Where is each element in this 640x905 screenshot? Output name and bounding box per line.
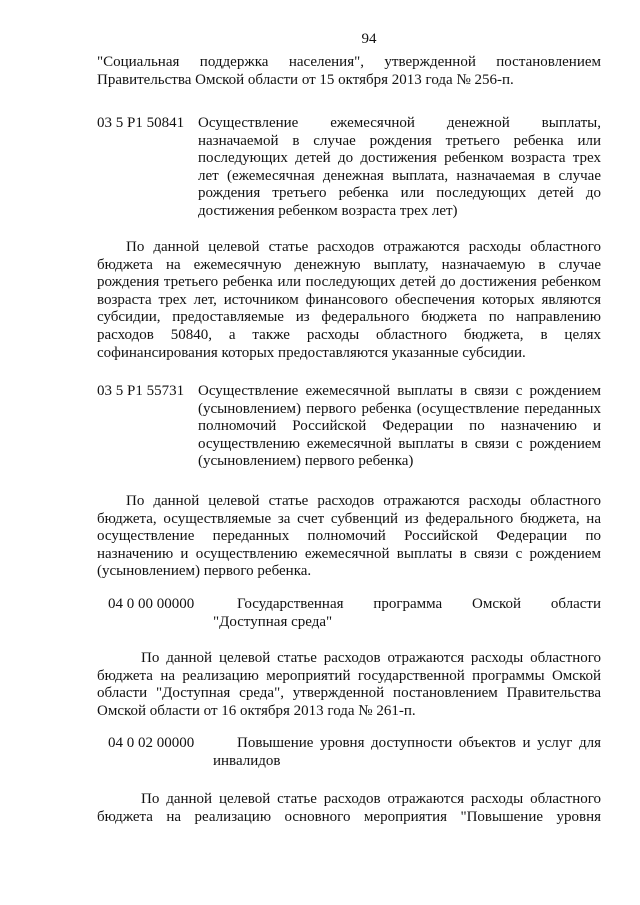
entry-description-line: Осуществление ежемесячной денежной выплаты, <box>198 115 601 131</box>
entry-description <box>198 383 601 471</box>
entry-description-line: последующих детей до достижения ребенком возраста трех <box>198 150 601 167</box>
entry-description-line: (усыновлением) первого ребенка) <box>198 453 414 470</box>
entry-description-line: Повышение уровня доступности объектов и услуг для <box>237 735 601 751</box>
body-paragraph <box>97 791 601 826</box>
entry-description-line: достижения ребенком возраста трех лет) <box>198 202 458 219</box>
page-number: 94 <box>361 31 377 47</box>
paragraph-line: субсидии, предоставляемые из федерального бюджета по направлению <box>97 309 601 326</box>
intro-paragraph <box>97 54 601 89</box>
entry-description-line: назначаемой в случае рождения третьего ребенка или <box>198 132 601 149</box>
paragraph-line: Омской области от 16 октября 2013 года № 261-п. <box>97 702 416 719</box>
entry-description <box>198 115 601 221</box>
paragraph-line: Правительства Омской области от 15 октября 2013 года № 256-п. <box>97 71 514 88</box>
entry-description-line: (усыновлением) первого ребенка (осуществление переданных <box>198 400 601 417</box>
entry-code: 03 5 P1 55731 <box>97 383 185 399</box>
paragraph-line: осуществление переданных полномочий Российской Федерации по <box>97 528 601 545</box>
paragraph-line: По данной целевой статье расходов отражаются расходы областного <box>141 791 601 807</box>
entry-code: 04 0 00 00000 <box>108 596 195 612</box>
entry-description-line: Осуществление ежемесячной выплаты в связи с рождением <box>198 383 601 399</box>
paragraph-line: бюджета на ежемесячную денежную выплату, назначаемую в случае <box>97 256 601 273</box>
entry-description-line: полномочий Российской Федерации по назначению и <box>198 418 601 435</box>
entry-description <box>213 596 601 631</box>
paragraph-line: области "Доступная среда", утвержденной постановлением Правительства <box>97 685 601 702</box>
entry-code: 04 0 02 00000 <box>108 735 195 751</box>
entry-description-line: "Доступная среда" <box>213 613 333 630</box>
paragraph-line: рождения третьего ребенка или последующих детей до достижения ребенком <box>97 274 601 291</box>
paragraph-line: (усыновлением) первого ребенка. <box>97 563 312 580</box>
entry-code: 03 5 P1 50841 <box>97 115 185 131</box>
entry-description-line: лет (ежемесячная денежная выплата, назначаемая в случае <box>198 167 601 184</box>
paragraph-line: По данной целевой статье расходов отражаются расходы областного <box>126 493 601 509</box>
paragraph-line: возраста трех лет, источником финансового обеспечения которых являются <box>97 291 601 308</box>
paragraph-line: бюджета на реализацию мероприятий государственной программы Омской <box>97 667 601 684</box>
body-paragraph <box>97 239 601 362</box>
body-paragraph <box>97 650 601 720</box>
entry-description-line: осуществлению ежемесячной выплаты в связи с рождением <box>198 435 601 452</box>
entry-description-line: инвалидов <box>213 752 281 769</box>
entry-description-line: рождения третьего ребенка или последующих детей до <box>198 185 601 202</box>
body-paragraph <box>97 493 601 581</box>
paragraph-line: бюджета на реализацию основного мероприятия "Повышение уровня <box>97 808 601 825</box>
entry-description-line: Государственная программа Омской области <box>237 596 601 612</box>
paragraph-line: По данной целевой статье расходов отражаются расходы областного <box>141 650 601 666</box>
paragraph-line: расходов 50840, а также расходы областного бюджета, в целях <box>97 326 601 343</box>
paragraph-line: По данной целевой статье расходов отражаются расходы областного <box>126 239 601 255</box>
paragraph-line: "Социальная поддержка населения", утвержденной постановлением <box>97 54 601 70</box>
paragraph-line: назначению и осуществлению ежемесячной выплаты в связи с рождением <box>97 545 601 562</box>
entry-description <box>213 735 601 770</box>
paragraph-line: бюджета, осуществляемые за счет субвенций из федерального бюджета, на <box>97 510 601 527</box>
paragraph-line: софинансирования которых предоставляются указанные субсидии. <box>97 344 526 361</box>
